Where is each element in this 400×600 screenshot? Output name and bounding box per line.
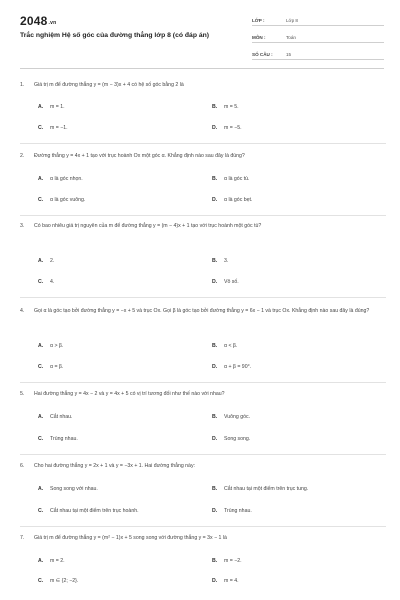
option-text: α + β = 90°. [224, 364, 252, 370]
option-text: α là góc nhọn. [50, 176, 83, 182]
option-d[interactable] [212, 578, 239, 584]
header [0, 0, 400, 68]
meta-box [252, 12, 384, 63]
question-divider [20, 143, 386, 144]
meta-row-count [252, 46, 384, 60]
option-c[interactable] [38, 279, 54, 285]
question-divider [20, 454, 386, 455]
option-text: m ∈ {2; −2}. [50, 578, 79, 584]
question-divider [20, 382, 386, 383]
site-logo[interactable] [20, 14, 56, 28]
question-text: Giá trị m để đường thẳng y = (m² − 1)x + 5 song song với đường thẳng y = 3x − 1 là [34, 535, 227, 541]
option-letter: A. [38, 558, 44, 564]
option-letter: B. [212, 258, 218, 264]
option-c[interactable] [38, 125, 68, 131]
question-text: Có bao nhiêu giá trị nguyên của m để đường thẳng y = (m − 4)x + 1 tạo với trục hoành một góc tù? [34, 223, 262, 229]
question-3 [20, 222, 386, 231]
question-divider [20, 526, 386, 527]
logo-suffix: .vn [48, 20, 57, 26]
option-text: m = −1. [50, 125, 68, 131]
meta-value: 15 [286, 52, 292, 57]
option-b[interactable] [212, 486, 308, 492]
option-text: Trùng nhau. [224, 508, 252, 514]
question-number: 3. [20, 223, 25, 229]
option-letter: D. [212, 436, 218, 442]
option-letter: D. [212, 279, 218, 285]
meta-label: LỚP : [252, 18, 265, 23]
option-d[interactable] [212, 436, 250, 442]
option-c[interactable] [38, 578, 78, 584]
option-letter: C. [38, 436, 44, 442]
option-text: Cắt nhau. [50, 414, 73, 420]
option-text: Cắt nhau tại một điểm trên trục hoành. [50, 508, 139, 514]
option-d[interactable] [212, 125, 242, 131]
option-c[interactable] [38, 197, 85, 203]
option-text: 2. [50, 258, 55, 264]
option-text: 4. [50, 279, 55, 285]
option-letter: B. [212, 343, 218, 349]
option-c[interactable] [38, 508, 139, 514]
option-letter: A. [38, 343, 44, 349]
option-letter: B. [212, 104, 218, 110]
option-c[interactable] [38, 436, 78, 442]
option-b[interactable] [212, 104, 239, 110]
question-number: 6. [20, 463, 25, 469]
option-c[interactable] [38, 364, 63, 370]
page-title: Trắc nghiệm Hệ số góc của đường thẳng lớp 8 (có đáp án) [20, 32, 210, 39]
meta-label: SỐ CÂU : [252, 52, 273, 57]
question-divider [20, 215, 386, 216]
question-number: 4. [20, 308, 25, 314]
header-divider [20, 68, 384, 69]
option-d[interactable] [212, 364, 251, 370]
option-text: Song song. [224, 436, 251, 442]
option-text: m = −2. [224, 558, 242, 564]
option-letter: B. [212, 486, 218, 492]
option-letter: B. [212, 414, 218, 420]
logo-text: 2048 [20, 14, 48, 28]
option-text: m = 4. [224, 578, 239, 584]
meta-label: MÔN : [252, 35, 266, 40]
option-letter: C. [38, 578, 44, 584]
option-letter: D. [212, 364, 218, 370]
option-text: m = −5. [224, 125, 242, 131]
option-a[interactable] [38, 258, 54, 264]
question-number: 1. [20, 82, 25, 88]
question-divider [20, 297, 386, 298]
option-letter: C. [38, 197, 44, 203]
option-text: Vuông góc. [224, 414, 251, 420]
option-text: 3. [224, 258, 229, 264]
question-text: Cho hai đường thẳng y = 2x + 1 và y = −3x + 1. Hai đường thẳng này: [34, 463, 195, 469]
option-letter: C. [38, 508, 44, 514]
question-1 [20, 81, 386, 90]
option-a[interactable] [38, 558, 65, 564]
question-5 [20, 390, 386, 399]
question-6 [20, 462, 386, 471]
meta-value: Toán [286, 35, 296, 40]
option-letter: D. [212, 197, 218, 203]
option-letter: C. [38, 279, 44, 285]
option-letter: B. [212, 558, 218, 564]
question-text: Giá trị m để đường thẳng y = (m − 3)x + 4 có hệ số góc bằng 2 là [34, 82, 184, 88]
question-4 [20, 307, 386, 316]
option-text: α là góc vuông. [50, 197, 86, 203]
option-a[interactable] [38, 343, 63, 349]
meta-value: Lớp 8 [286, 18, 298, 23]
option-text: α là góc bẹt. [224, 197, 253, 203]
option-letter: D. [212, 125, 218, 131]
option-letter: C. [38, 125, 44, 131]
option-text: α là góc tù. [224, 176, 250, 182]
option-text: m = 2. [50, 558, 65, 564]
option-letter: A. [38, 258, 44, 264]
option-b[interactable] [212, 343, 237, 349]
option-text: α > β. [50, 343, 64, 349]
question-number: 7. [20, 535, 25, 541]
option-text: m = 1. [50, 104, 65, 110]
option-text: α < β. [224, 343, 238, 349]
option-b[interactable] [212, 414, 250, 420]
option-d[interactable] [212, 508, 252, 514]
option-text: Trùng nhau. [50, 436, 78, 442]
option-letter: C. [38, 364, 44, 370]
question-text: Gọi α là góc tạo bởi đường thẳng y = −x + 5 và trục Ox. Gọi β là góc tạo bởi đường thẳng y = 6x − 1 và trục Ox. Khẳng định nào sau đây là đúng? [34, 308, 370, 314]
option-text: m = 5. [224, 104, 239, 110]
option-text: Vô số. [224, 279, 239, 285]
option-letter: D. [212, 508, 218, 514]
question-text: Hai đường thẳng y = 4x − 2 và y = 4x + 5 có vị trí tương đối như thế nào với nhau? [34, 391, 225, 397]
question-7 [20, 534, 386, 543]
option-a[interactable] [38, 414, 73, 420]
option-b[interactable] [212, 558, 242, 564]
option-letter: D. [212, 578, 218, 584]
option-b[interactable] [212, 258, 228, 264]
option-a[interactable] [38, 104, 65, 110]
question-text: Đường thẳng y = 4x + 1 tạo với trục hoành Ox một góc α. Khẳng định nào sau đây là đúng? [34, 153, 245, 159]
option-b[interactable] [212, 176, 250, 182]
option-letter: A. [38, 104, 44, 110]
option-letter: B. [212, 176, 218, 182]
option-letter: A. [38, 176, 44, 182]
meta-row-subject [252, 29, 384, 43]
option-text: Song song với nhau. [50, 486, 98, 492]
option-letter: A. [38, 486, 44, 492]
question-2 [20, 152, 386, 161]
option-text: α = β. [50, 364, 64, 370]
question-number: 5. [20, 391, 25, 397]
option-d[interactable] [212, 197, 252, 203]
option-text: Cắt nhau tại một điểm trên trục tung. [224, 486, 309, 492]
option-letter: A. [38, 414, 44, 420]
question-number: 2. [20, 153, 25, 159]
option-a[interactable] [38, 176, 83, 182]
option-d[interactable] [212, 279, 239, 285]
meta-row-class [252, 12, 384, 26]
option-a[interactable] [38, 486, 98, 492]
